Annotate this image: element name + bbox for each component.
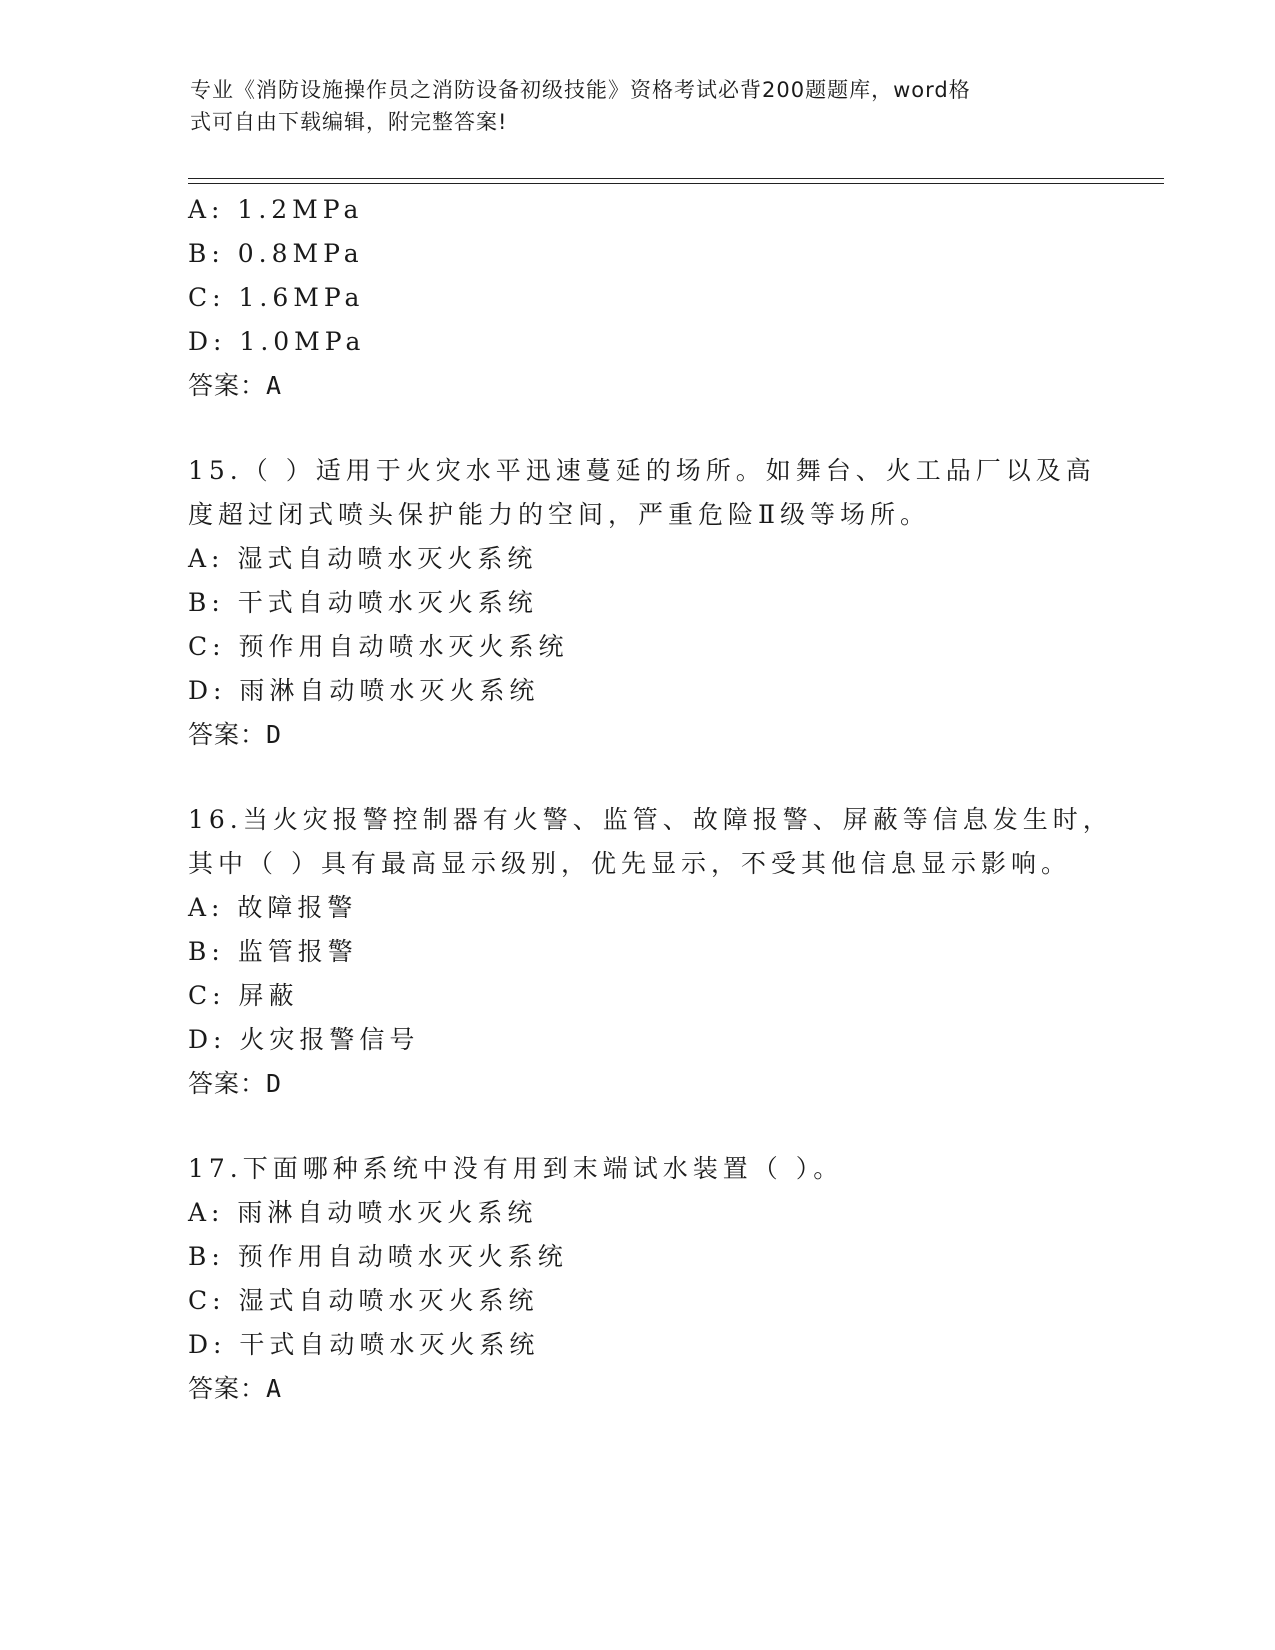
header-line-1: 专业《消防设施操作员之消防设备初级技能》资格考试必背200题题库，word格 [190, 78, 971, 102]
q17-option-d: D: 干式自动喷水灭火系统 [188, 1330, 540, 1359]
q17-stem-line-1: 17.下面哪种系统中没有用到末端试水装置（ ）。 [188, 1154, 844, 1183]
answer-value: D [266, 720, 283, 749]
q17-option-c: C: 湿式自动喷水灭火系统 [188, 1286, 539, 1315]
q17-option-a: A: 雨淋自动喷水灭火系统 [188, 1198, 538, 1227]
q15-stem-line-1: 15.（ ）适用于火灾水平迅速蔓延的场所。如舞台、火工品厂以及高 [188, 456, 1096, 485]
q17-answer [188, 1373, 282, 1405]
q16-stem-line-1: 16.当火灾报警控制器有火警、监管、故障报警、屏蔽等信息发生时， [188, 805, 1113, 834]
q16-answer [188, 1068, 282, 1100]
q17-option-b: B: 预作用自动喷水灭火系统 [188, 1242, 568, 1271]
q16-option-c: C: 屏蔽 [188, 981, 299, 1010]
q15-answer [188, 719, 282, 751]
q15-option-b: B: 干式自动喷水灭火系统 [188, 588, 538, 617]
q16-option-d: D: 火灾报警信号 [188, 1025, 420, 1054]
answer-value: A [266, 371, 283, 400]
header-divider-bottom [188, 183, 1164, 184]
q16-option-b: B: 监管报警 [188, 937, 358, 966]
q15-option-d: D: 雨淋自动喷水灭火系统 [188, 676, 540, 705]
q15-option-c: C: 预作用自动喷水灭火系统 [188, 632, 569, 661]
q14-answer [188, 370, 282, 402]
q16-option-a: A: 故障报警 [188, 893, 358, 922]
document-header [190, 74, 1090, 138]
q15-option-a: A: 湿式自动喷水灭火系统 [188, 544, 538, 573]
answer-value: A [266, 1374, 283, 1403]
q14-option-a: A: 1.2MPa [188, 195, 364, 224]
header-line-2: 式可自由下载编辑，附完整答案! [190, 110, 508, 134]
q15-stem-line-2: 度超过闭式喷头保护能力的空间，严重危险Ⅱ级等场所。 [188, 500, 930, 529]
answer-value: D [266, 1069, 283, 1098]
answer-label: 答案： [188, 720, 267, 749]
q14-option-b: B: 0.8MPa [188, 239, 364, 268]
answer-label: 答案： [188, 1374, 267, 1403]
q16-stem-line-2: 其中（ ）具有最高显示级别，优先显示，不受其他信息显示影响。 [188, 849, 1071, 878]
q14-option-c: C: 1.6MPa [188, 283, 365, 312]
answer-label: 答案： [188, 371, 267, 400]
header-divider-top [188, 178, 1164, 179]
q14-option-d: D: 1.0MPa [188, 327, 366, 356]
answer-label: 答案： [188, 1069, 267, 1098]
